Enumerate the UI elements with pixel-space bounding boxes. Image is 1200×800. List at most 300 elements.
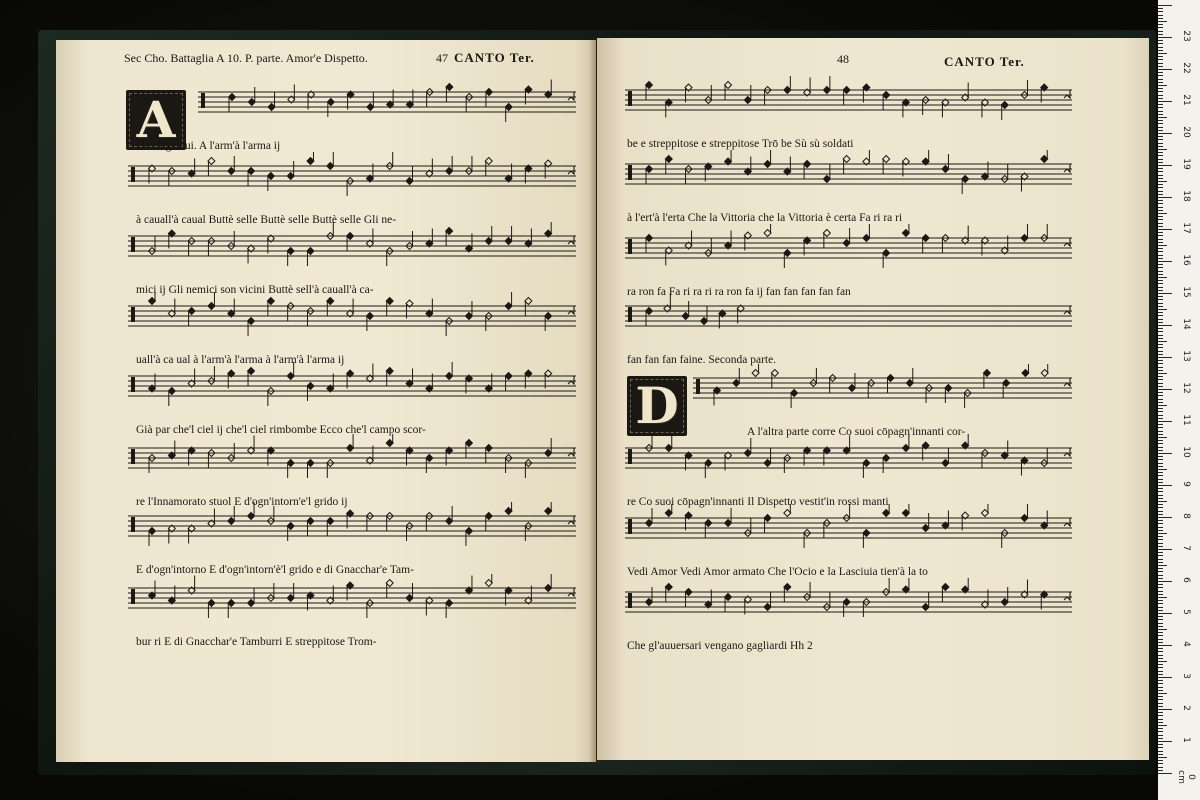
note-mark	[863, 530, 870, 549]
ruler-tick	[1158, 437, 1167, 438]
note-mark	[208, 450, 215, 469]
music-staff	[625, 504, 1072, 552]
note-mark	[485, 574, 492, 587]
ruler-tick	[1158, 715, 1163, 716]
ruler-tick	[1158, 719, 1163, 720]
clef-mark	[131, 517, 135, 532]
note-mark	[327, 518, 334, 537]
note-mark	[705, 85, 712, 104]
note-mark	[485, 226, 492, 245]
note-mark	[248, 245, 255, 264]
ruler-tick	[1158, 744, 1163, 745]
ruler-tick	[1158, 146, 1163, 147]
note-mark	[426, 455, 433, 474]
note-mark	[646, 587, 653, 606]
note-mark	[267, 298, 274, 317]
note-mark	[505, 104, 512, 123]
ruler-tick	[1158, 539, 1163, 540]
ruler-label: 21	[1181, 94, 1191, 106]
ruler-tick	[1158, 315, 1163, 316]
ruler-tick	[1158, 43, 1163, 44]
note-mark	[791, 390, 798, 409]
note-mark	[347, 178, 354, 197]
note-mark	[664, 294, 671, 313]
custos-mark	[1064, 378, 1070, 386]
ruler-tick	[1158, 331, 1163, 332]
note-mark	[465, 301, 472, 320]
ruler-tick	[1158, 56, 1163, 57]
note-mark	[744, 157, 751, 176]
note-mark	[446, 156, 453, 175]
ruler-tick	[1158, 143, 1163, 144]
ruler-tick	[1158, 123, 1163, 124]
clef-mark	[628, 165, 632, 180]
note-mark	[682, 301, 689, 320]
ruler-tick	[1158, 565, 1167, 566]
note-mark	[725, 150, 732, 165]
ruler-tick	[1158, 338, 1163, 339]
ruler-label: 9	[1181, 481, 1191, 487]
note-mark	[287, 248, 294, 267]
ruler-tick	[1158, 114, 1163, 115]
ruler-tick	[1158, 149, 1167, 150]
ruler-label: 11	[1181, 414, 1191, 426]
ruler-tick	[1158, 136, 1163, 137]
ruler-tick	[1158, 120, 1163, 121]
note-mark	[981, 504, 988, 517]
ruler-tick	[1158, 703, 1163, 704]
note-mark	[188, 238, 195, 257]
ruler-tick	[1158, 239, 1163, 240]
note-mark	[810, 368, 817, 387]
note-mark	[942, 235, 949, 254]
ruler-tick	[1158, 546, 1163, 547]
note-mark	[804, 161, 811, 180]
ruler-tick	[1158, 431, 1163, 432]
ruler-tick	[1158, 18, 1163, 19]
custos-mark	[1064, 306, 1070, 314]
ruler-tick	[1158, 312, 1163, 313]
ruler-tick	[1158, 479, 1163, 480]
lyric-line: Che gl'auuersari vengano gagliardi Hh 2	[627, 640, 813, 652]
note-mark	[446, 600, 453, 619]
ruler-tick	[1158, 283, 1163, 284]
ruler-label: 12	[1181, 382, 1191, 394]
note-mark	[1001, 102, 1008, 121]
ruler-tick	[1158, 434, 1163, 435]
ruler-tick	[1158, 511, 1163, 512]
ruler-tick	[1158, 530, 1163, 531]
ruler-label: 18	[1181, 190, 1191, 202]
ruler-tick	[1158, 162, 1163, 163]
ruler-tick	[1158, 159, 1163, 160]
ruler-tick	[1158, 616, 1163, 617]
ruler-tick	[1158, 661, 1167, 662]
ruler-tick	[1158, 482, 1163, 483]
note-mark	[287, 460, 294, 479]
note-mark	[188, 576, 195, 595]
note-mark	[942, 511, 949, 530]
ruler-tick	[1158, 200, 1163, 201]
ruler-tick	[1158, 299, 1163, 300]
ruler-tick	[1158, 504, 1163, 505]
note-mark	[784, 250, 791, 269]
ruler-tick	[1158, 674, 1163, 675]
ruler-tick	[1158, 168, 1163, 169]
note-mark	[771, 370, 778, 389]
ruler-tick	[1158, 248, 1163, 249]
note-mark	[248, 588, 255, 607]
note-mark	[1041, 150, 1048, 163]
music-staff	[128, 362, 576, 410]
note-mark	[764, 515, 771, 534]
note-mark	[1022, 364, 1029, 377]
note-mark	[752, 364, 759, 377]
ruler-label: 14	[1181, 318, 1191, 330]
note-mark	[823, 76, 830, 94]
note-mark	[922, 513, 929, 532]
ruler-label: 6	[1181, 577, 1191, 583]
music-staff	[625, 434, 1072, 482]
ruler-tick	[1158, 402, 1163, 403]
note-mark	[981, 450, 988, 469]
ruler-tick	[1158, 379, 1163, 380]
note-mark	[267, 173, 274, 192]
note-mark	[902, 99, 909, 118]
note-mark	[386, 298, 393, 317]
note-mark	[1001, 164, 1008, 183]
note-mark	[863, 150, 870, 165]
note-mark	[327, 222, 334, 240]
music-staff	[128, 434, 576, 482]
note-mark	[426, 159, 433, 178]
ruler-tick	[1158, 735, 1163, 736]
initial-letter: A	[136, 90, 176, 149]
note-mark	[883, 156, 890, 175]
music-staff	[625, 224, 1072, 272]
note-mark	[744, 85, 751, 104]
note-mark	[646, 508, 653, 527]
ruler-tick	[1158, 229, 1172, 230]
note-mark	[764, 224, 771, 237]
ruler-tick	[1158, 597, 1167, 598]
note-mark	[902, 434, 909, 452]
note-mark	[725, 508, 732, 527]
note-mark	[485, 158, 492, 177]
note-mark	[1001, 530, 1008, 549]
ruler-tick	[1158, 411, 1163, 412]
clef-mark	[131, 377, 135, 392]
ruler-tick	[1158, 267, 1163, 268]
ruler-tick	[1158, 440, 1163, 441]
ruler-tick	[1158, 197, 1172, 198]
ruler-tick	[1158, 463, 1163, 464]
note-mark	[922, 97, 929, 116]
ruler-tick	[1158, 690, 1163, 691]
note-mark	[962, 176, 969, 195]
note-mark	[307, 308, 314, 327]
right-page	[597, 38, 1149, 760]
note-mark	[1041, 364, 1048, 377]
note-mark	[267, 388, 274, 407]
note-mark	[465, 156, 472, 175]
custos-mark	[1064, 592, 1070, 600]
ruler-tick	[1158, 5, 1172, 6]
note-mark	[902, 578, 909, 593]
ruler-tick	[1158, 101, 1172, 102]
note-mark	[248, 502, 255, 520]
ruler-tick	[1158, 354, 1163, 355]
ruler-label: 15	[1181, 286, 1191, 298]
note-mark	[149, 581, 156, 600]
note-mark	[386, 513, 393, 532]
note-mark	[287, 523, 294, 542]
music-staff	[625, 578, 1072, 626]
ruler-tick	[1158, 47, 1163, 48]
ruler-tick	[1158, 63, 1163, 64]
note-mark	[545, 438, 552, 457]
ruler-tick	[1158, 344, 1163, 345]
ruler-tick	[1158, 751, 1163, 752]
note-mark	[386, 248, 393, 267]
note-mark	[406, 231, 413, 250]
note-mark	[646, 166, 653, 185]
ruler-tick	[1158, 31, 1163, 32]
note-mark	[764, 150, 771, 168]
ruler-tick	[1158, 747, 1163, 748]
note-mark	[229, 94, 236, 113]
note-mark	[1041, 511, 1048, 530]
custos-mark	[568, 236, 574, 244]
ruler-tick	[1158, 88, 1163, 89]
ruler-tick	[1158, 629, 1167, 630]
ruler-tick	[1158, 555, 1163, 556]
ruler-tick	[1158, 66, 1163, 67]
note-mark	[525, 229, 532, 248]
note-mark	[545, 502, 552, 515]
note-mark	[902, 504, 909, 517]
note-mark	[307, 248, 314, 267]
note-mark	[784, 455, 791, 474]
clef-mark	[131, 307, 135, 322]
ruler-tick	[1158, 367, 1163, 368]
ruler-tick	[1158, 491, 1163, 492]
note-mark	[327, 152, 334, 170]
note-mark	[347, 299, 354, 318]
note-mark	[685, 589, 692, 608]
ruler-tick	[1158, 613, 1172, 614]
clef-mark	[628, 239, 632, 254]
ruler-tick	[1158, 104, 1163, 105]
ruler-tick	[1158, 475, 1163, 476]
note-mark	[366, 513, 373, 532]
ruler-tick	[1158, 8, 1163, 9]
clef-mark	[696, 379, 700, 394]
ruler-tick	[1158, 664, 1163, 665]
left-canto-label: CANTO Ter.	[454, 50, 535, 65]
music-staff	[625, 76, 1072, 124]
note-mark	[228, 156, 235, 175]
note-mark	[446, 318, 453, 337]
note-mark	[188, 369, 195, 388]
ruler-tick	[1158, 27, 1163, 28]
ruler-tick	[1158, 232, 1163, 233]
note-mark	[366, 229, 373, 248]
ruler-tick	[1158, 549, 1172, 550]
note-mark	[823, 520, 830, 539]
custos-mark	[568, 92, 574, 100]
ruler-tick	[1158, 351, 1163, 352]
note-mark	[922, 150, 929, 165]
note-mark	[505, 292, 512, 310]
note-mark	[426, 513, 433, 532]
ruler-tick	[1158, 111, 1163, 112]
lyric-line: à cauall'à caual Buttè selle Buttè selle Buttè selle Gli ne-	[136, 214, 397, 226]
note-mark	[228, 506, 235, 525]
note-mark	[406, 369, 413, 388]
note-mark	[208, 292, 215, 310]
clef-mark	[131, 237, 135, 252]
ruler-tick	[1158, 495, 1163, 496]
ruler-tick	[1158, 693, 1167, 694]
ruler-tick	[1158, 50, 1163, 51]
note-mark	[942, 584, 949, 603]
ruler-tick	[1158, 610, 1163, 611]
ruler-tick	[1158, 645, 1172, 646]
note-mark	[665, 156, 672, 175]
note-mark	[545, 313, 552, 332]
ruler-tick	[1158, 251, 1163, 252]
music-staff	[625, 150, 1072, 198]
note-mark	[1001, 587, 1008, 606]
ruler-tick	[1158, 738, 1163, 739]
lyric-line: à l'ert'à l'erta Che la Vittoria che la Vittoria è certa Fa ri ra ri	[627, 212, 903, 224]
note-mark	[1021, 580, 1028, 599]
ruler-tick	[1158, 498, 1163, 499]
clef-mark	[628, 593, 632, 608]
ruler-tick	[1158, 117, 1167, 118]
note-mark	[307, 460, 314, 479]
ruler-tick	[1158, 523, 1163, 524]
ruler-tick	[1158, 722, 1163, 723]
ruler-tick	[1158, 696, 1163, 697]
ruler-tick	[1158, 386, 1163, 387]
ruler-tick	[1158, 507, 1163, 508]
note-mark	[843, 228, 850, 247]
ruler-tick	[1158, 424, 1163, 425]
ruler-tick	[1158, 415, 1163, 416]
note-mark	[823, 164, 830, 183]
note-mark	[883, 455, 890, 474]
ruler-tick	[1158, 642, 1163, 643]
ruler-tick	[1158, 139, 1163, 140]
note-mark	[446, 84, 453, 103]
note-mark	[784, 504, 791, 517]
ruler-tick	[1158, 562, 1163, 563]
ruler-tick	[1158, 607, 1163, 608]
ruler-tick	[1158, 296, 1163, 297]
note-mark	[764, 448, 771, 467]
lyric-line: A l'altra parte corre Co suoi cōpagn'innanti cor-	[747, 426, 966, 438]
note-mark	[347, 434, 354, 452]
ruler-tick	[1158, 181, 1167, 182]
ruler-tick	[1158, 418, 1163, 419]
note-mark	[466, 94, 473, 113]
ruler-tick	[1158, 447, 1163, 448]
clef-mark	[628, 449, 632, 464]
ruler-label: 22	[1181, 62, 1191, 74]
note-mark	[149, 236, 156, 255]
ruler-tick	[1158, 677, 1172, 678]
lyric-line: Già par che'l ciel ij che'l ciel rimbombe Ecco che'l campo scor-	[136, 424, 426, 436]
note-mark	[386, 434, 393, 447]
ruler-label: 1	[1181, 737, 1191, 743]
ruler-tick	[1158, 15, 1163, 16]
ruler-tick	[1158, 731, 1163, 732]
lyric-line: ra ron fa Fa ri ra ri ra ron fa ij fan fan fan fan fan	[627, 286, 851, 298]
note-mark	[228, 231, 235, 250]
ruler-label: 16	[1181, 254, 1191, 266]
note-mark	[902, 224, 909, 237]
note-mark	[307, 383, 314, 402]
ruler-tick	[1158, 427, 1163, 428]
note-mark	[646, 235, 653, 254]
ruler-tick	[1158, 514, 1163, 515]
note-mark	[863, 224, 870, 242]
ruler-tick	[1158, 373, 1167, 374]
ruler-tick	[1158, 591, 1163, 592]
note-mark	[843, 436, 850, 455]
music-staff	[198, 78, 576, 126]
ruler-tick	[1158, 395, 1163, 396]
note-mark	[804, 582, 811, 601]
ruler-tick	[1158, 165, 1172, 166]
ruler-tick	[1158, 98, 1163, 99]
lyric-line: be e streppitose e streppitose Trō be Sù sù soldati	[627, 138, 854, 150]
ruler-tick	[1158, 37, 1172, 38]
ruler-tick	[1158, 274, 1163, 275]
lyric-line: uall'à ca ual à l'arm'à l'arma à l'arm'à l'arma ij	[136, 354, 345, 366]
ruler-tick	[1158, 578, 1163, 579]
note-mark	[665, 504, 672, 517]
ruler-tick	[1158, 667, 1163, 668]
ruler-tick	[1158, 459, 1163, 460]
note-mark	[426, 89, 433, 108]
note-mark	[208, 366, 215, 385]
ruler-tick	[1158, 655, 1163, 656]
ruler-tick	[1158, 767, 1163, 768]
note-mark	[1021, 80, 1028, 99]
note-mark	[962, 434, 969, 449]
ruler-tick	[1158, 322, 1163, 323]
ruler-tick	[1158, 290, 1163, 291]
note-mark	[705, 238, 712, 257]
note-mark	[922, 592, 929, 611]
note-mark	[848, 373, 855, 392]
ruler-tick	[1158, 261, 1172, 262]
ruler-tick	[1158, 648, 1163, 649]
note-mark	[267, 583, 274, 602]
custos-mark	[1064, 518, 1070, 526]
music-staff	[625, 292, 1072, 340]
note-mark	[505, 226, 512, 245]
ruler-tick	[1158, 623, 1163, 624]
lyric-line: bur ri E di Gnacchar'e Tamburri E streppitose Trom-	[136, 636, 377, 648]
music-staff	[128, 222, 576, 270]
ruler-tick	[1158, 363, 1163, 364]
clef-mark	[131, 449, 135, 464]
ruler-tick	[1158, 207, 1163, 208]
